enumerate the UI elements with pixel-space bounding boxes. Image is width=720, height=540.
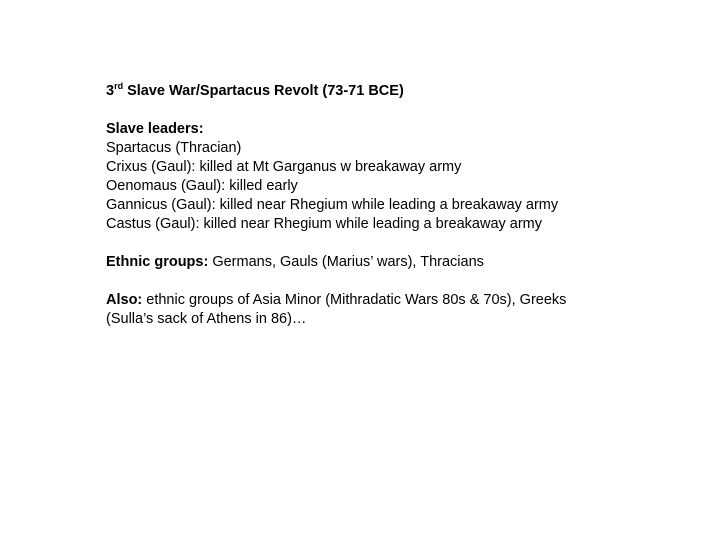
also-line-1 (106, 291, 686, 310)
leader-item: Gannicus (Gaul): killed near Rhegium while leading a breakaway army (106, 197, 559, 213)
leader-item: Spartacus (Thracian) (106, 140, 242, 156)
leader-item: Castus (Gaul): killed near Rhegium while leading a breakaway army (106, 216, 543, 232)
also-section (106, 291, 686, 329)
slide-content (106, 82, 686, 348)
title-number: 3 (106, 83, 115, 99)
title-text: Slave War/Spartacus Revolt (73-71 BCE) (123, 83, 404, 99)
slide-title (106, 82, 686, 101)
slave-leaders-section (106, 120, 686, 234)
slave-leaders-heading: Slave leaders: (106, 121, 204, 137)
ethnic-groups-text: Germans, Gauls (Marius’ wars), Thracians (208, 254, 484, 270)
leader-item: Crixus (Gaul): killed at Mt Garganus w breakaway army (106, 159, 462, 175)
ethnic-groups-line (106, 253, 686, 272)
also-label: Also: (106, 292, 143, 308)
ethnic-groups-section (106, 253, 686, 272)
also-text-1: ethnic groups of Asia Minor (Mithradatic Wars 80s & 70s), Greeks (142, 292, 567, 308)
also-line-2: (Sulla’s sack of Athens in 86)… (106, 311, 307, 327)
title-ordinal: rd (114, 81, 124, 92)
ethnic-groups-label: Ethnic groups: (106, 254, 209, 270)
leader-item: Oenomaus (Gaul): killed early (106, 178, 298, 194)
